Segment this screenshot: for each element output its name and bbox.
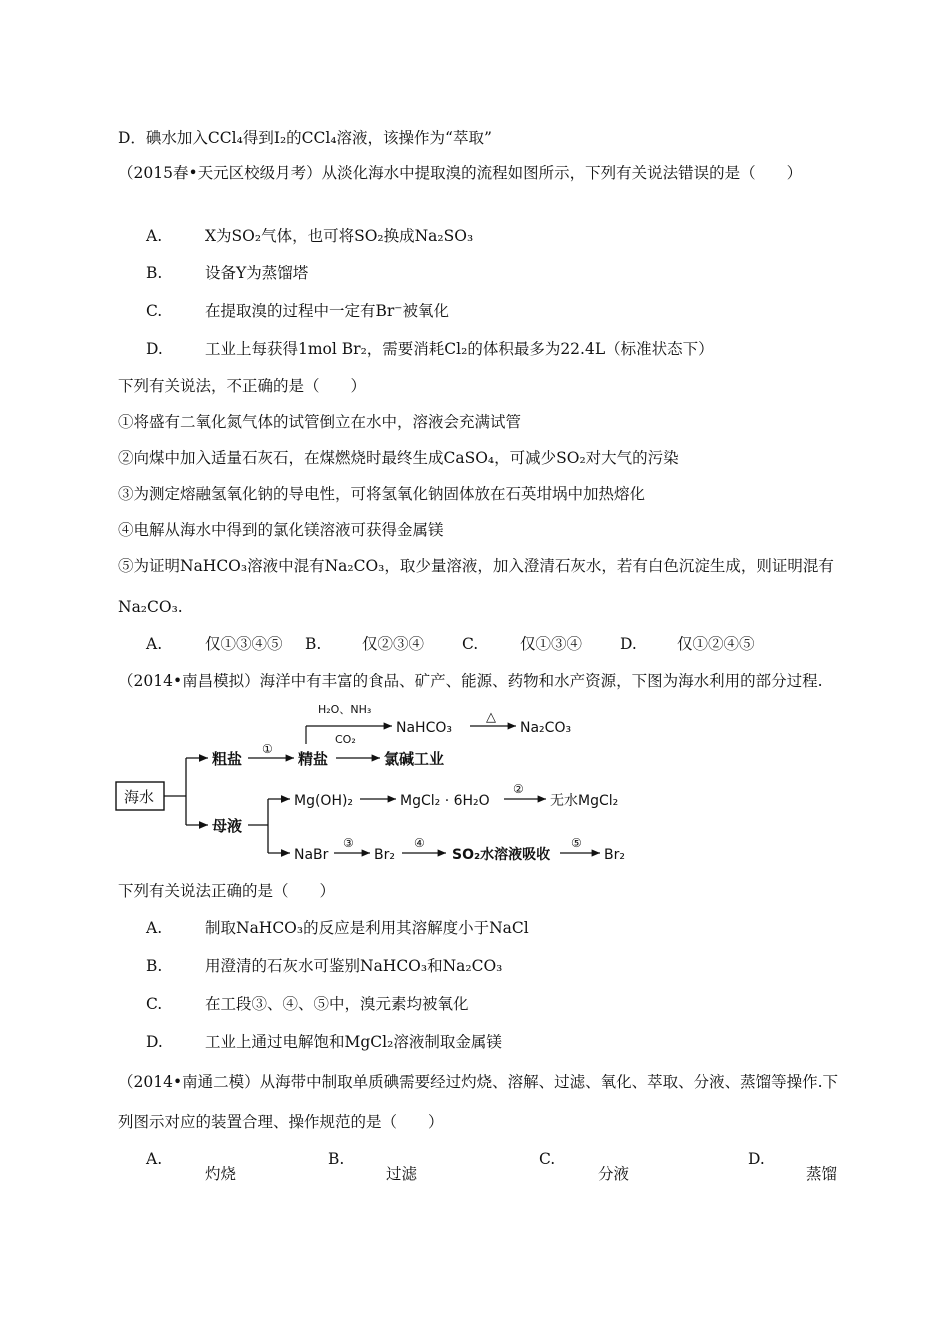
mother-liquor-label: 母液 [212,817,243,835]
q4-option-c-letter: C. [539,1150,556,1168]
q2-item-5: ⑤为证明NaHCO₃溶液中混有Na₂CO₃，取少量溶液，加入澄清石灰水，若有白色沉淀生成，则证明混有 [118,557,834,575]
q4-option-d-label: 蒸馏 [806,1165,838,1183]
q1-option-b-text: 设备Y为蒸馏塔 [205,264,309,282]
seawater-process-diagram [112,698,652,870]
q3-option-b-text: 用澄清的石灰水可鉴别NaHCO₃和Na₂CO₃ [205,957,503,975]
q1-stem: （2015春•天元区校级月考）从淡化海水中提取溴的流程如图所示，下列有关说法错误的是（ ） [118,164,803,182]
nahco3-label: NaHCO₃ [396,720,452,736]
q1-option-a-text: X为SO₂气体，也可将SO₂换成Na₂SO₃ [205,227,474,245]
q4-option-c-label: 分液 [598,1165,630,1183]
q0-option-d: D．碘水加入CCl₄得到I₂的CCl₄溶液，该操作为“萃取” [118,129,492,147]
q4-option-b-letter: B. [328,1150,345,1168]
q2-choice-d-text: 仅①②④⑤ [677,635,755,653]
q2-item-2: ②向煤中加入适量石灰石，在煤燃烧时最终生成CaSO₄，可减少SO₂对大气的污染 [118,449,679,467]
q1-option-a-letter: A. [146,227,163,245]
q4-stem-line-1: （2014•南通二模）从海带中制取单质碘需要经过灼烧、溶解、过滤、氧化、萃取、分液、蒸馏等操作.下 [118,1073,839,1091]
q2-choice-c-text: 仅①③④ [520,635,583,653]
br2-a-label: Br₂ [374,847,395,863]
q1-option-b-letter: B. [146,264,163,282]
q4-option-a-label: 灼烧 [205,1165,237,1183]
mgcl2-hydrate-label: MgCl₂ · 6H₂O [400,793,490,809]
br2-b-label: Br₂ [604,847,625,863]
step-5-label: ⑤ [571,836,582,850]
refined-salt-label: 精盐 [298,750,329,768]
q1-option-c-text: 在提取溴的过程中一定有Br⁻被氧化 [205,302,449,320]
q3-option-c-text: 在工段③、④、⑤中，溴元素均被氧化 [205,995,469,1013]
heat-symbol-label: △ [486,710,496,725]
q2-choice-a-letter: A. [146,635,163,653]
step-2-label: ② [513,782,524,796]
step-3-label: ③ [343,836,354,850]
q3-option-d-letter: D. [146,1033,163,1051]
reagents-top-label: H₂O、NH₃ [318,703,372,716]
chlor-alkali-label: 氯碱工业 [384,750,445,768]
q4-stem-line-2: 列图示对应的装置合理、操作规范的是（ ） [118,1113,444,1131]
q2-choice-b-letter: B. [305,635,322,653]
q2-choice-b-text: 仅②③④ [362,635,425,653]
na2co3-label: Na₂CO₃ [520,720,572,736]
q3-option-a-letter: A. [146,919,163,937]
q1-option-d-text: 工业上每获得1mol Br₂，需要消耗Cl₂的体积最多为22.4L（标准状态下） [205,340,714,358]
q4-option-b-label: 过滤 [386,1165,418,1183]
seawater-label: 海水 [124,788,155,806]
step-4-label: ④ [414,836,425,850]
so2-absorption-label: SO₂水溶液吸收 [452,847,551,863]
q2-choice-a-text: 仅①③④⑤ [205,635,283,653]
q3-option-d-text: 工业上通过电解饱和MgCl₂溶液制取金属镁 [205,1033,502,1051]
q2-item-5-continuation: Na₂CO₃. [118,598,183,616]
q4-option-a-letter: A. [146,1150,163,1168]
q4-option-d-letter: D. [748,1150,765,1168]
q1-option-c-letter: C. [146,302,163,320]
q3-question: 下列有关说法正确的是（ ） [118,882,336,900]
mgoh2-label: Mg(OH)₂ [294,793,354,809]
q2-item-1: ①将盛有二氧化氮气体的试管倒立在水中，溶液会充满试管 [118,413,522,431]
q2-choice-c-letter: C. [462,635,479,653]
step-1-label: ① [262,742,273,756]
reagent-co2-label: CO₂ [335,733,356,746]
nabr-label: NaBr [294,847,329,863]
q2-choice-d-letter: D. [620,635,637,653]
q2-item-4: ④电解从海水中得到的氯化镁溶液可获得金属镁 [118,521,444,539]
q3-stem: （2014•南昌模拟）海洋中有丰富的食品、矿产、能源、药物和水产资源，下图为海水利用的部分过程. [118,672,823,690]
q3-option-c-letter: C. [146,995,163,1013]
q3-option-b-letter: B. [146,957,163,975]
anhydrous-mgcl2-label: 无水MgCl₂ [550,793,619,809]
q2-stem: 下列有关说法，不正确的是（ ） [118,377,367,395]
q1-option-d-letter: D. [146,340,163,358]
crude-salt-label: 粗盐 [212,750,243,768]
q3-option-a-text: 制取NaHCO₃的反应是利用其溶解度小于NaCl [205,919,529,937]
q2-item-3: ③为测定熔融氢氧化钠的导电性，可将氢氧化钠固体放在石英坩埚中加热熔化 [118,485,646,503]
